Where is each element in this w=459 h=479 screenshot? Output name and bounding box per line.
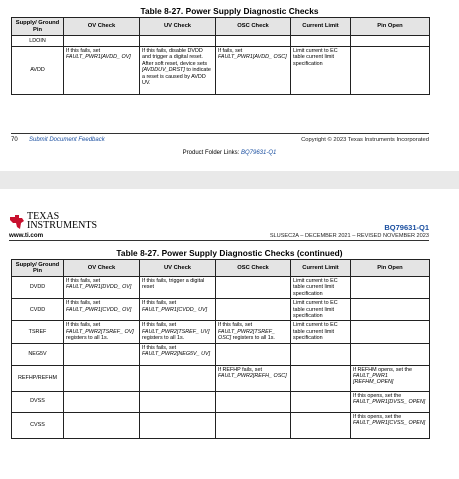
website-link[interactable]: www.ti.com [9,232,44,239]
register-name: FAULT_PWR2[REFH_ OSC] [218,373,287,380]
osc-cell [216,277,291,299]
register-name: FAULT_PWR1 [REFHM_OPEN] [353,373,394,386]
header-divider [9,240,429,241]
header-uv-check: UV Check [140,18,216,36]
table-header-row [12,260,430,277]
register-name: FAULT_PWR1[CVDD_ UV] [142,306,208,313]
pin-open-cell [351,365,430,391]
ti-logo-text [27,212,97,230]
pin-cell: DVDD [12,277,64,299]
uv-cell [140,277,216,299]
cell-text: If this opens, set the [353,392,402,399]
pin-open-cell [351,343,430,365]
pin-cell: AVDD [12,47,64,95]
register-name: FAULT_PWR1[CVSS_ OPEN] [353,420,426,427]
ov-cell [64,343,140,365]
osc-cell [216,321,291,343]
ov-cell [64,321,140,343]
ov-cell [64,365,140,391]
product-folder-link[interactable]: BQ79631-Q1 [241,150,277,156]
ov-cell [64,277,140,299]
cell-text: If this fails, set [142,322,177,329]
cell-text: If this fails, set [66,48,101,54]
uv-cell [140,321,216,343]
header-supply-pin: Supply/ Ground Pin [12,260,64,277]
table-row [12,391,430,412]
osc-cell [216,36,291,47]
pin-cell: REFHP/REFHM [12,365,64,391]
uv-cell [140,299,216,321]
pin-open-cell [351,47,430,95]
register-name: FAULT_PWR1[DVDD_ OV] [66,284,132,291]
cell-text: registers to all 1s. [142,335,185,342]
cell-text: If REFHP fails, set [218,366,262,373]
document-info: SLUSEC2A – DECEMBER 2021 – REVISED NOVEMBER 2023 [269,233,429,239]
header-osc-check: OSC Check [216,18,291,36]
cell-text: to indicate a reset is caused by AVDD UV. [142,67,211,87]
pin-cell: CVDD [12,299,64,321]
current-limit-cell [291,412,351,438]
pin-open-cell [351,299,430,321]
ov-cell [64,47,140,95]
table-row [12,365,430,391]
copyright: Copyright © 2023 Texas Instruments Incorporated [301,137,429,143]
register-name: FAULT_PWR1[DVSS_ OPEN] [353,399,426,406]
pin-open-cell [351,412,430,438]
header-pin-open: Pin Open [351,18,430,36]
pin-cell: NEG5V [12,343,64,365]
pin-cell: LDOIN [12,36,64,47]
cell-text: Limit current to EC table current limit specification [293,322,338,342]
cell-text: registers to all 1s. [231,335,275,342]
table-title: Table 8-27. Power Supply Diagnostic Checks [140,6,319,16]
osc-cell [216,343,291,365]
header-pin-open: Pin Open [351,260,430,277]
footer-divider [11,133,429,134]
ov-cell [64,299,140,321]
osc-cell [216,391,291,412]
cell-text: If this fails, set [66,300,101,307]
header-osc-check: OSC Check [216,260,291,277]
cell-text: If this opens, set the [353,413,402,420]
register-name: FAULT_PWR2[TSREF_ UV] [142,328,210,335]
table-row [12,343,430,365]
register-name: FAULT_PWR1[AVDD_ OV] [66,54,131,61]
uv-cell [140,391,216,412]
uv-cell [140,365,216,391]
table-row [12,299,430,321]
diagnostic-table-2 [11,259,430,439]
register-name: FAULT_PWR2[TSREF_ OV] [66,328,134,335]
cell-text: If fails, set [218,48,243,54]
pin-open-cell [351,321,430,343]
pin-cell: TSREF [12,321,64,343]
register-name: [AVDDUV_DRST] [142,67,185,74]
ov-cell [64,36,140,47]
ti-logo-icon [9,214,25,230]
table-row [12,36,430,47]
pin-open-cell [351,277,430,299]
current-limit-cell [291,299,351,321]
header-current-limit: Current Limit [291,260,351,277]
product-folder-label: Product Folder Links: [182,150,241,156]
current-limit-cell [291,343,351,365]
cell-text: registers to all 1s. [66,335,109,342]
osc-cell [216,299,291,321]
cell-text: If this fails, set [218,322,253,329]
product-folder-links [0,150,459,156]
cell-text: If this fails, set [66,322,101,329]
register-name: FAULT_PWR1[CVDD_ OV] [66,306,132,313]
pin-cell: CVSS [12,412,64,438]
cell-text: If this fails, set [142,300,177,307]
header-supply-pin: Supply/ Ground Pin [12,18,64,36]
osc-cell [216,412,291,438]
logo-line-2: INSTRUMENTS [27,220,98,231]
submit-feedback-link[interactable]: Submit Document Feedback [29,137,105,143]
cell-text: If this fails, set [142,344,177,351]
cell-text: Limit current to EC table current limit specification [293,48,338,67]
table-row [12,47,430,95]
pin-open-cell [351,36,430,47]
osc-cell [216,47,291,95]
diagnostic-table-1 [11,17,430,95]
part-number-link[interactable]: BQ79631-Q1 [384,223,429,232]
ov-cell [64,412,140,438]
register-name: FAULT_PWR2[TSREF_ OSC] [218,328,276,342]
cell-text: If REFHM opens, set the [353,366,413,373]
uv-cell [140,412,216,438]
ov-cell [64,391,140,412]
header-ov-check: OV Check [64,18,140,36]
header-uv-check: UV Check [140,260,216,277]
header-ov-check: OV Check [64,260,140,277]
current-limit-cell [291,391,351,412]
header-current-limit: Current Limit [291,18,351,36]
current-limit-cell [291,321,351,343]
uv-cell [140,36,216,47]
page-number: 70 [11,137,18,143]
table-row [12,412,430,438]
logo-line-1: TEXAS [27,211,60,222]
table-row [12,321,430,343]
page-separator [0,171,459,189]
current-limit-cell [291,277,351,299]
current-limit-cell [291,47,351,95]
pin-open-cell [351,391,430,412]
cell-text: Limit current to EC table current limit specification [293,278,338,297]
cell-text: If this fails, trigger a digital reset [142,278,205,291]
cell-text: If this fails, set [66,278,101,284]
current-limit-cell [291,36,351,47]
table-row [12,277,430,299]
table-title-continued: Table 8-27. Power Supply Diagnostic Checks (continued) [116,248,343,258]
osc-cell [216,365,291,391]
register-name: FAULT_PWR2[NEG5V_ UV] [142,351,211,358]
page-top [0,0,459,171]
cell-text: If this fails, disable DVDD and trigger a digital reset. After soft reset, device sets [142,48,208,67]
uv-cell [140,343,216,365]
cell-text: Limit current to EC table current limit specification [293,300,338,320]
pin-cell: DVSS [12,391,64,412]
uv-cell [140,47,216,95]
register-name: FAULT_PWR1[AVDD_ OSC] [218,54,287,61]
current-limit-cell [291,365,351,391]
table-header-row [12,18,430,36]
